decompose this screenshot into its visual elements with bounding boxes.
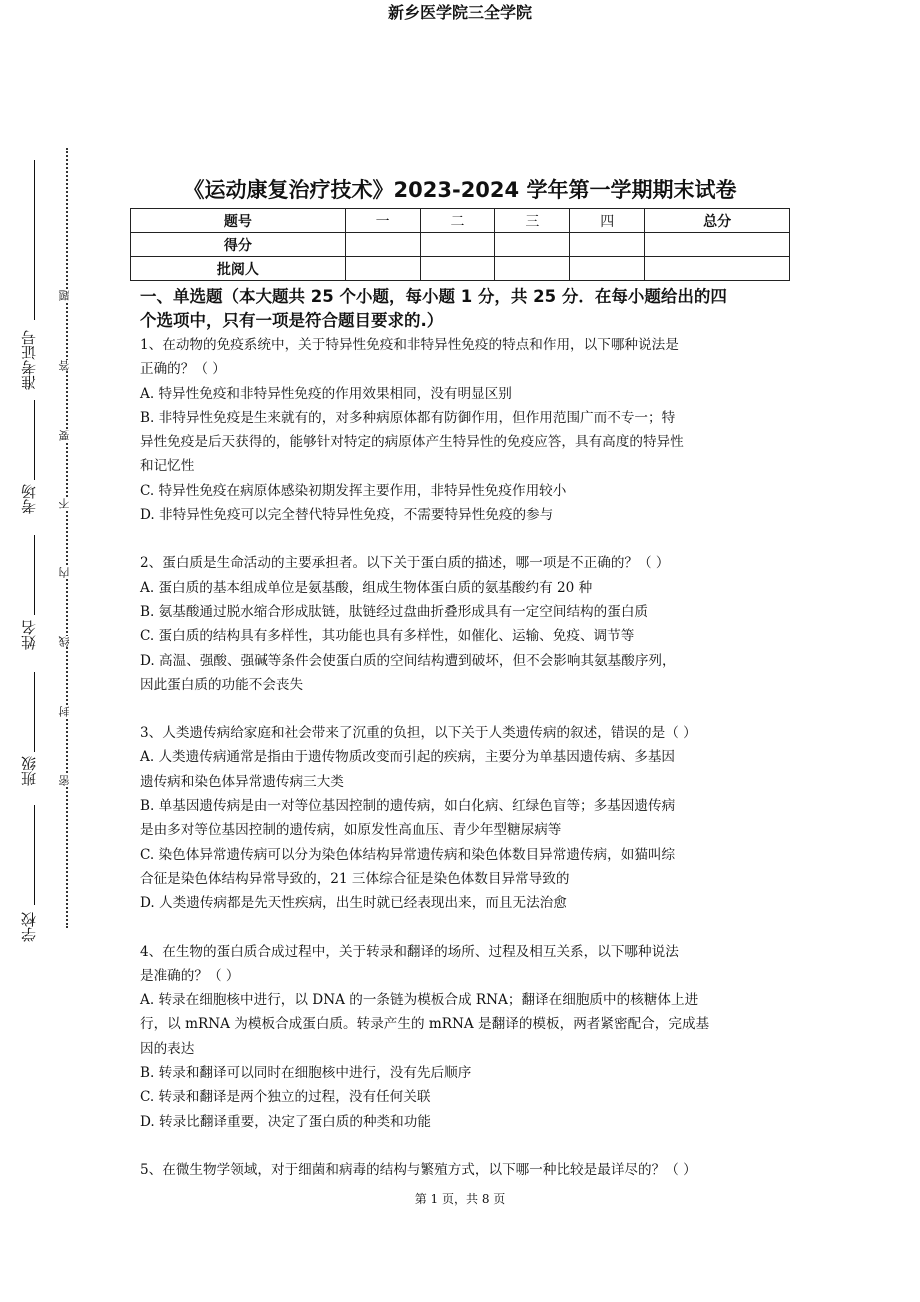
exam-id-fill-line — [34, 160, 35, 320]
score-cell — [495, 233, 570, 257]
question-option-line: D. 人类遗传病都是先天性疾病，出生时就已经表现出来，而且无法治愈 — [140, 895, 567, 912]
question-list — [140, 333, 790, 1182]
sidebar-label-class: 班级 — [20, 756, 38, 786]
score-header-cell: 四 — [570, 209, 645, 233]
score-cell — [420, 257, 495, 281]
question-option-line: A. 转录在细胞核中进行，以 DNA 的一条链为模板合成 RNA；翻译在细胞质中的核糖体上进 — [140, 992, 699, 1009]
exam-content — [140, 285, 790, 1182]
question-block — [140, 333, 790, 527]
question-option-line: C. 转录和翻译是两个独立的过程，没有任何关联 — [140, 1089, 431, 1106]
question-block — [140, 940, 790, 1134]
score-table — [130, 208, 790, 281]
question-option-line: A. 特异性免疫和非特异性免疫的作用效果相同，没有明显区别 — [140, 385, 512, 402]
score-cell — [570, 233, 645, 257]
question-option-line: 遗传病和染色体异常遗传病三大类 — [140, 773, 344, 790]
question-option-line: A. 蛋白质的基本组成单位是氨基酸，组成生物体蛋白质的氨基酸约有 20 种 — [140, 579, 593, 596]
question-option-line: 因此蛋白质的功能不会丧失 — [140, 676, 304, 693]
score-cell — [645, 233, 790, 257]
seal-char: 密 — [58, 775, 71, 786]
question-stem-line: 正确的？（ ） — [140, 361, 226, 378]
question-option-line: 合征是染色体结构异常导致的，21 三体综合征是染色体数目异常导致的 — [140, 870, 570, 887]
question-option-line: 和记忆性 — [140, 458, 195, 475]
question-option-line: 因的表达 — [140, 1040, 195, 1057]
question-block — [140, 551, 790, 697]
question-option-line: B. 单基因遗传病是由一对等位基因控制的遗传病，如白化病、红绿色盲等；多基因遗传病 — [140, 798, 676, 815]
score-cell — [345, 257, 420, 281]
question-option-line: C. 蛋白质的结构具有多样性，其功能也具有多样性，如催化、运输、免疫、调节等 — [140, 628, 635, 645]
question-stem-line: 1、在动物的免疫系统中，关于特异性免疫和非特异性免疫的特点和作用，以下哪种说法是 — [140, 337, 679, 353]
question-block — [140, 721, 790, 915]
score-row-label: 得分 — [131, 233, 346, 257]
question-spacer — [140, 916, 790, 940]
question-spacer — [140, 1134, 790, 1158]
score-row-label: 批阅人 — [131, 257, 346, 281]
score-header-cell: 三 — [495, 209, 570, 233]
question-stem-line: 是准确的？（ ） — [140, 967, 240, 984]
sidebar-label-exam-room: 考场 — [20, 484, 38, 514]
score-header-cell: 一 — [345, 209, 420, 233]
question-spacer — [140, 527, 790, 551]
seal-char: 要 — [58, 430, 71, 441]
score-cell — [495, 257, 570, 281]
score-table-row — [131, 233, 790, 257]
question-spacer — [140, 697, 790, 721]
score-cell — [345, 233, 420, 257]
question-stem-line: 2、蛋白质是生命活动的主要承担者。以下关于蛋白质的描述，哪一项是不正确的？（ ） — [140, 555, 670, 572]
seal-char: 封 — [58, 706, 71, 717]
question-option-line: C. 染色体异常遗传病可以分为染色体结构异常遗传病和染色体数目异常遗传病，如猫叫综 — [140, 846, 676, 863]
sidebar-label-school: 学校 — [20, 912, 38, 942]
seal-char: 不 — [58, 498, 71, 509]
seal-dotted-line — [66, 148, 68, 928]
class-fill-line — [34, 672, 35, 752]
score-cell — [645, 257, 790, 281]
school-name: 新乡医学院三全学院 — [387, 3, 532, 22]
question-block — [140, 1158, 790, 1182]
page-number: 第 1 页，共 8 页 — [414, 1192, 506, 1206]
question-option-line: B. 氨基酸通过脱水缩合形成肽链，肽链经过盘曲折叠形成具有一定空间结构的蛋白质 — [140, 603, 649, 620]
score-table-row — [131, 257, 790, 281]
score-header-cell: 总分 — [645, 209, 790, 233]
seal-char: 内 — [58, 567, 71, 578]
score-cell — [420, 233, 495, 257]
question-option-line: B. 转录和翻译可以同时在细胞核中进行，没有先后顺序 — [140, 1065, 472, 1082]
score-table-header-row — [131, 209, 790, 233]
paper-title: 《运动康复治疗技术》2023-2024 学年第一学期期末试卷 — [183, 178, 737, 202]
question-option-line: D. 转录比翻译重要，决定了蛋白质的种类和功能 — [140, 1113, 431, 1130]
sidebar-label-name: 姓名 — [20, 620, 38, 650]
section-heading-line: 一、单选题（本大题共 25 个小题，每小题 1 分，共 25 分．在每小题给出的四 — [140, 287, 727, 306]
score-header-cell: 二 — [420, 209, 495, 233]
exam-room-fill-line — [34, 400, 35, 480]
question-stem-line: 5、在微生物学领域，对于细菌和病毒的结构与繁殖方式，以下哪一种比较是最详尽的？（ ） — [140, 1161, 697, 1178]
question-option-line: B. 非特异性免疫是生来就有的，对多种病原体都有防御作用，但作用范围广而不专一；特 — [140, 409, 676, 426]
score-cell — [570, 257, 645, 281]
name-fill-line — [34, 535, 35, 615]
question-stem-line: 4、在生物的蛋白质合成过程中，关于转录和翻译的场所、过程及相互关系，以下哪种说法 — [140, 943, 679, 960]
question-stem-line: 3、人类遗传病给家庭和社会带来了沉重的负担，以下关于人类遗传病的叙述，错误的是（ ） — [140, 725, 697, 742]
seal-char: 题 — [58, 290, 71, 301]
question-option-line: C. 特异性免疫在病原体感染初期发挥主要作用，非特异性免疫作用较小 — [140, 482, 567, 499]
question-option-line: D. 高温、强酸、强碱等条件会使蛋白质的空间结构遭到破坏，但不会影响其氨基酸序列， — [140, 652, 676, 669]
section-heading-line: 个选项中，只有一项是符合题目要求的.） — [140, 311, 444, 330]
question-option-line: D. 非特异性免疫可以完全替代特异性免疫，不需要特异性免疫的参与 — [140, 507, 554, 524]
question-option-line: 行，以 mRNA 为模板合成蛋白质。转录产生的 mRNA 是翻译的模板，两者紧密配合，完成基 — [140, 1016, 710, 1033]
question-option-line: 异性免疫是后天获得的，能够针对特定的病原体产生特异性的免疫应答，具有高度的特异性 — [140, 434, 684, 451]
question-option-line: A. 人类遗传病通常是指由于遗传物质改变而引起的疾病，主要分为单基因遗传病、多基因 — [140, 749, 676, 766]
sidebar-label-exam-id: 准考证号 — [20, 330, 38, 390]
seal-char: 答 — [58, 360, 71, 371]
score-header-cell: 题号 — [131, 209, 346, 233]
seal-char: 线 — [58, 636, 71, 647]
question-option-line: 是由多对等位基因控制的遗传病，如原发性高血压、青少年型糖尿病等 — [140, 822, 562, 839]
school-fill-line — [34, 805, 35, 905]
